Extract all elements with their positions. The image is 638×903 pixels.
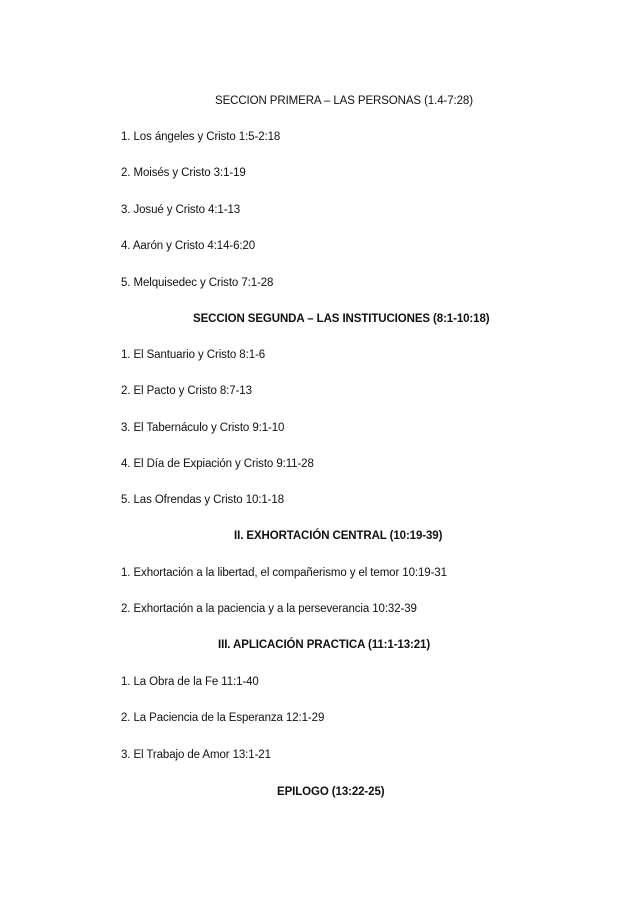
list-item: 2. Moisés y Cristo 3:1-19 [121, 167, 246, 179]
section-heading-personas: SECCION PRIMERA – LAS PERSONAS (1.4-7:28) [215, 95, 473, 107]
list-item: 1. Los ángeles y Cristo 1:5-2:18 [121, 131, 281, 143]
section-heading-instituciones: SECCION SEGUNDA – LAS INSTITUCIONES (8:1-10:18) [193, 313, 490, 325]
list-item: 5. Melquisedec y Cristo 7:1-28 [121, 277, 274, 289]
list-item: 1. Exhortación a la libertad, el compañerismo y el temor 10:19-31 [121, 567, 447, 579]
list-item: 1. El Santuario y Cristo 8:1-6 [121, 349, 266, 361]
list-item: 2. La Paciencia de la Esperanza 12:1-29 [121, 712, 325, 724]
list-item: 3. El Trabajo de Amor 13:1-21 [121, 749, 271, 761]
section-heading-exhortacion: II. EXHORTACIÓN CENTRAL (10:19-39) [234, 530, 443, 542]
list-item: 3. Josué y Cristo 4:1-13 [121, 204, 241, 216]
list-item: 5. Las Ofrendas y Cristo 10:1-18 [121, 494, 284, 506]
list-item: 4. Aarón y Cristo 4:14-6:20 [121, 240, 256, 252]
list-item: 4. El Día de Expiación y Cristo 9:11-28 [121, 458, 314, 470]
list-item: 2. El Pacto y Cristo 8:7-13 [121, 385, 252, 397]
list-item: 2. Exhortación a la paciencia y a la perseverancia 10:32-39 [121, 603, 417, 615]
section-heading-aplicacion: III. APLICACIÓN PRACTICA (11:1-13:21) [218, 639, 431, 651]
list-item: 1. La Obra de la Fe 11:1-40 [121, 676, 259, 688]
list-item: 3. El Tabernáculo y Cristo 9:1-10 [121, 422, 285, 434]
section-heading-epilogo: EPILOGO (13:22-25) [277, 786, 385, 798]
